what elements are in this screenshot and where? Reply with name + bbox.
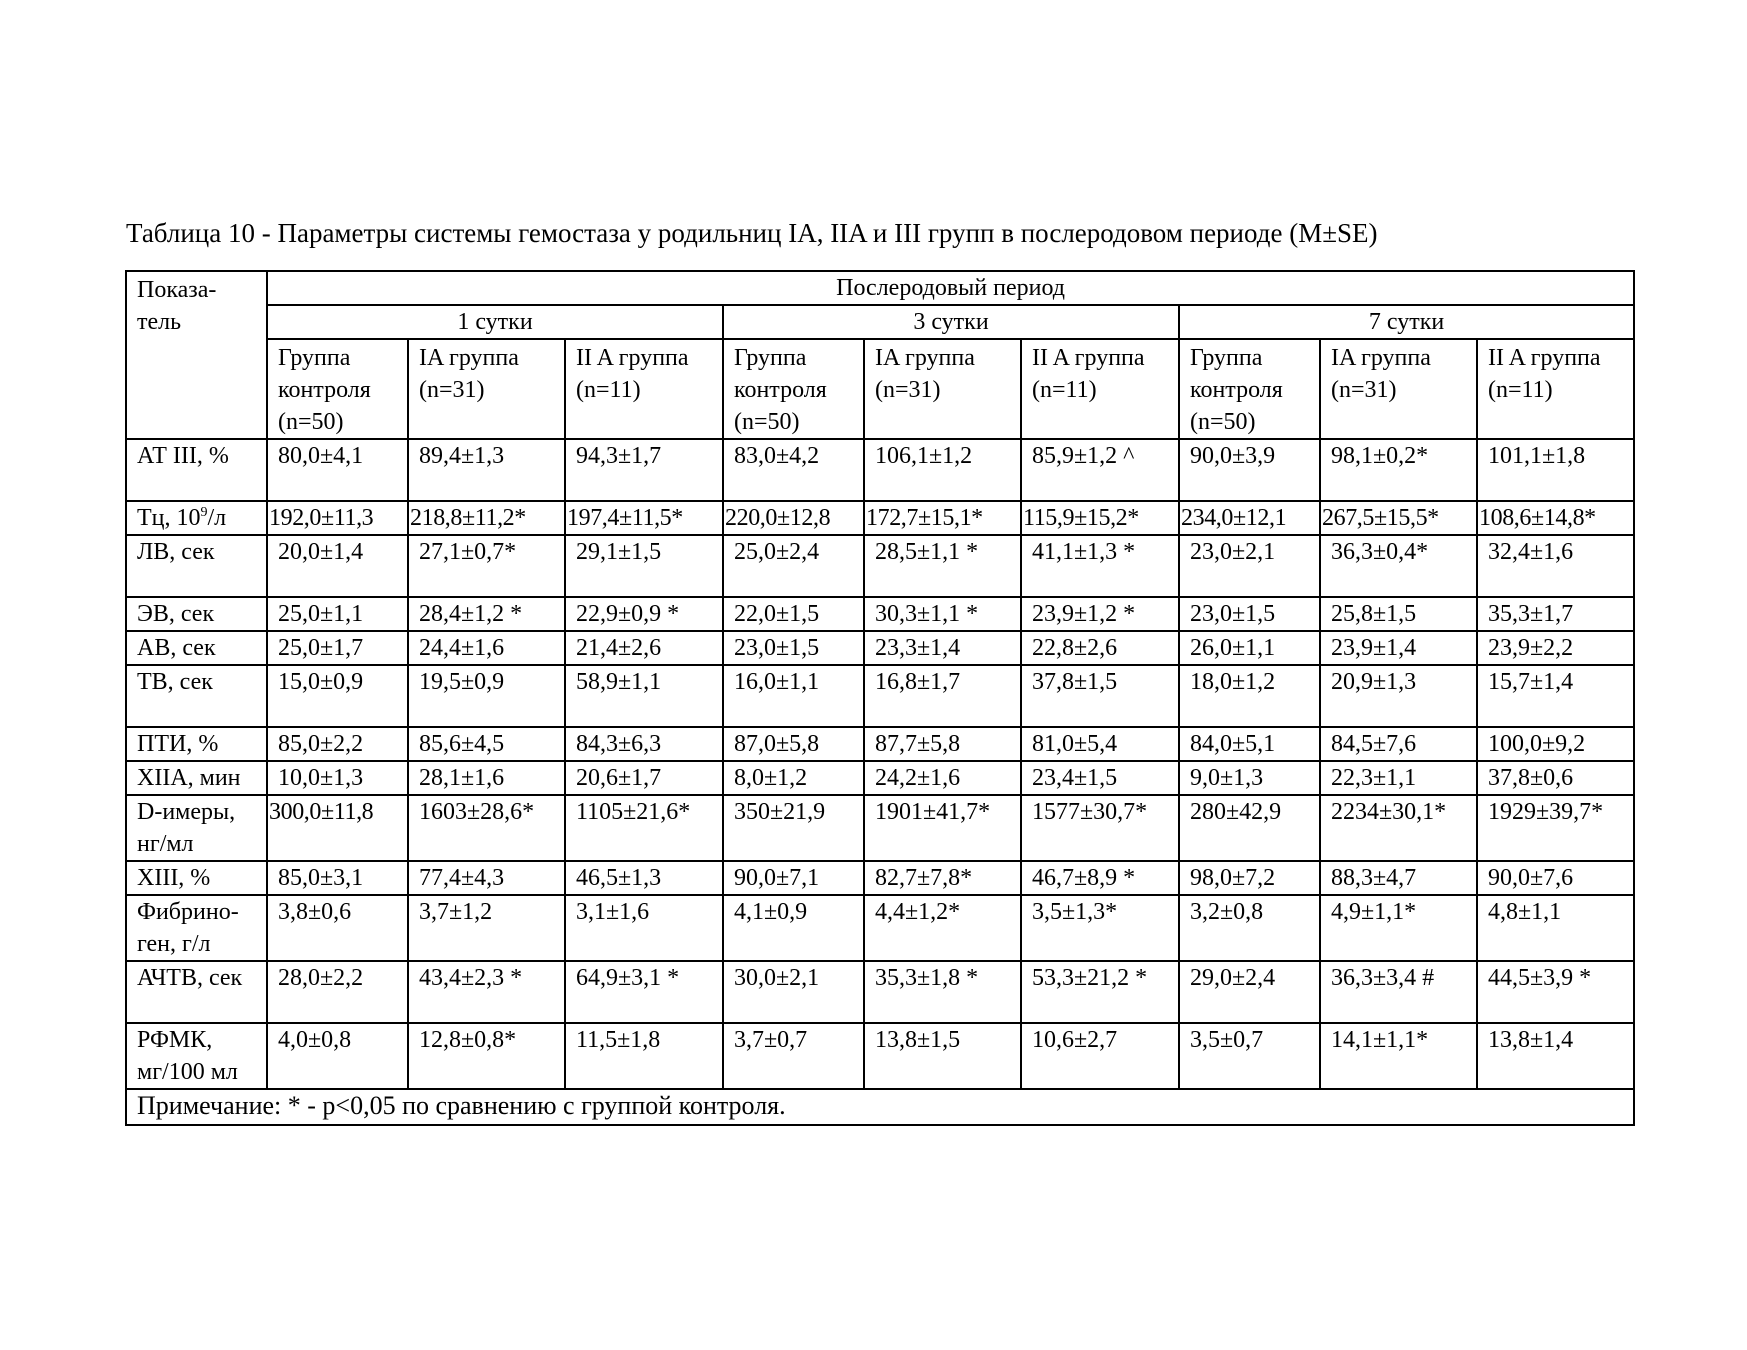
table-cell: 11,5±1,8	[565, 1023, 723, 1089]
table-cell: 13,8±1,4	[1477, 1023, 1634, 1089]
table-cell: 22,9±0,9 *	[565, 597, 723, 631]
row-label: XIII, %	[126, 861, 267, 895]
table-cell: 16,0±1,1	[723, 665, 864, 727]
table-cell: 58,9±1,1	[565, 665, 723, 727]
table-cell: 37,8±1,5	[1021, 665, 1179, 727]
table-cell: 23,0±1,5	[1179, 597, 1320, 631]
table-cell: 87,0±5,8	[723, 727, 864, 761]
table-cell: 37,8±0,6	[1477, 761, 1634, 795]
indicator-header: Показа- тель	[126, 271, 267, 439]
table-cell: 3,7±1,2	[408, 895, 565, 961]
table-cell: 3,5±0,7	[1179, 1023, 1320, 1089]
hemostasis-table	[125, 270, 1635, 1126]
table-cell: 90,0±3,9	[1179, 439, 1320, 501]
table-cell: 29,1±1,5	[565, 535, 723, 597]
table-cell: 10,6±2,7	[1021, 1023, 1179, 1089]
table-cell: 35,3±1,8 *	[864, 961, 1021, 1023]
table-cell: 84,3±6,3	[565, 727, 723, 761]
period-header: Послеродовый период	[267, 271, 1634, 305]
day-7-header: 7 сутки	[1179, 305, 1634, 339]
table-cell: 16,8±1,7	[864, 665, 1021, 727]
table-row	[126, 631, 1634, 665]
table-cell: 106,1±1,2	[864, 439, 1021, 501]
table-cell: 18,0±1,2	[1179, 665, 1320, 727]
table-note: Примечание: * - p<0,05 по сравнению с группой контроля.	[126, 1089, 1634, 1125]
table-cell: 234,0±12,1	[1179, 501, 1320, 535]
table-cell: 43,4±2,3 *	[408, 961, 565, 1023]
table-cell: 77,4±4,3	[408, 861, 565, 895]
table-cell: 100,0±9,2	[1477, 727, 1634, 761]
table-cell: 32,4±1,6	[1477, 535, 1634, 597]
table-cell: 9,0±1,3	[1179, 761, 1320, 795]
table-cell: 350±21,9	[723, 795, 864, 861]
row-label: РФМК, мг/100 мл	[126, 1023, 267, 1089]
table-cell: 12,8±0,8*	[408, 1023, 565, 1089]
group-header-control: Группа контроля (n=50)	[1179, 339, 1320, 439]
table-row	[126, 727, 1634, 761]
table-cell: 115,9±15,2*	[1021, 501, 1179, 535]
table-cell: 3,1±1,6	[565, 895, 723, 961]
group-header-ia: IA группа (n=31)	[1320, 339, 1477, 439]
table-cell: 10,0±1,3	[267, 761, 408, 795]
table-cell: 24,2±1,6	[864, 761, 1021, 795]
group-header-ia: IA группа (n=31)	[408, 339, 565, 439]
table-cell: 85,9±1,2 ^	[1021, 439, 1179, 501]
row-label: ЭВ, сек	[126, 597, 267, 631]
table-cell: 20,0±1,4	[267, 535, 408, 597]
table-cell: 3,2±0,8	[1179, 895, 1320, 961]
day-3-header: 3 сутки	[723, 305, 1179, 339]
table-cell: 94,3±1,7	[565, 439, 723, 501]
table-cell: 28,1±1,6	[408, 761, 565, 795]
table-cell: 23,9±1,4	[1320, 631, 1477, 665]
table-cell: 36,3±3,4 #	[1320, 961, 1477, 1023]
table-caption: Таблица 10 - Параметры системы гемостаза у родильниц IA, IIA и III групп в послеродовом периоде (M±SE)	[126, 218, 1378, 248]
table-cell: 25,8±1,5	[1320, 597, 1477, 631]
table-cell: 41,1±1,3 *	[1021, 535, 1179, 597]
table-cell: 2234±30,1*	[1320, 795, 1477, 861]
group-header-control: Группа контроля (n=50)	[267, 339, 408, 439]
row-label: XIIA, мин	[126, 761, 267, 795]
day-1-header: 1 сутки	[267, 305, 723, 339]
group-header-ia: IA группа (n=31)	[864, 339, 1021, 439]
table-cell: 23,9±1,2 *	[1021, 597, 1179, 631]
table-cell: 85,0±2,2	[267, 727, 408, 761]
table-cell: 1603±28,6*	[408, 795, 565, 861]
group-header-control: Группа контроля (n=50)	[723, 339, 864, 439]
table-cell: 23,3±1,4	[864, 631, 1021, 665]
table-cell: 22,0±1,5	[723, 597, 864, 631]
table-cell: 15,7±1,4	[1477, 665, 1634, 727]
table-cell: 84,0±5,1	[1179, 727, 1320, 761]
group-header-iia: II A группа (n=11)	[1477, 339, 1634, 439]
table-cell: 81,0±5,4	[1021, 727, 1179, 761]
table-cell: 64,9±3,1 *	[565, 961, 723, 1023]
row-label: АЧТВ, сек	[126, 961, 267, 1023]
table-row	[126, 795, 1634, 861]
table-cell: 4,9±1,1*	[1320, 895, 1477, 961]
table-cell: 82,7±7,8*	[864, 861, 1021, 895]
table-cell: 90,0±7,1	[723, 861, 864, 895]
table-cell: 4,4±1,2*	[864, 895, 1021, 961]
table-cell: 3,5±1,3*	[1021, 895, 1179, 961]
table-cell: 4,0±0,8	[267, 1023, 408, 1089]
table-cell: 1105±21,6*	[565, 795, 723, 861]
table-cell: 1929±39,7*	[1477, 795, 1634, 861]
table-cell: 218,8±11,2*	[408, 501, 565, 535]
table-cell: 101,1±1,8	[1477, 439, 1634, 501]
table-cell: 25,0±1,1	[267, 597, 408, 631]
table-cell: 14,1±1,1*	[1320, 1023, 1477, 1089]
table-cell: 23,0±2,1	[1179, 535, 1320, 597]
table-cell: 13,8±1,5	[864, 1023, 1021, 1089]
table-cell: 53,3±21,2 *	[1021, 961, 1179, 1023]
table-cell: 220,0±12,8	[723, 501, 864, 535]
table-cell: 4,8±1,1	[1477, 895, 1634, 961]
table-cell: 85,0±3,1	[267, 861, 408, 895]
table-row	[126, 501, 1634, 535]
table-row	[126, 1023, 1634, 1089]
table-cell: 29,0±2,4	[1179, 961, 1320, 1023]
table-cell: 1577±30,7*	[1021, 795, 1179, 861]
table-cell: 30,3±1,1 *	[864, 597, 1021, 631]
table-cell: 8,0±1,2	[723, 761, 864, 795]
table-cell: 280±42,9	[1179, 795, 1320, 861]
table-cell: 87,7±5,8	[864, 727, 1021, 761]
table-cell: 44,5±3,9 *	[1477, 961, 1634, 1023]
row-label: АТ III, %	[126, 439, 267, 501]
table-cell: 28,0±2,2	[267, 961, 408, 1023]
table-cell: 90,0±7,6	[1477, 861, 1634, 895]
table-cell: 88,3±4,7	[1320, 861, 1477, 895]
group-header-iia: II A группа (n=11)	[565, 339, 723, 439]
table-cell: 20,9±1,3	[1320, 665, 1477, 727]
table-cell: 22,8±2,6	[1021, 631, 1179, 665]
table-cell: 83,0±4,2	[723, 439, 864, 501]
table-cell: 172,7±15,1*	[864, 501, 1021, 535]
table-row	[126, 761, 1634, 795]
table-cell: 28,5±1,1 *	[864, 535, 1021, 597]
table-row	[126, 861, 1634, 895]
table-cell: 23,0±1,5	[723, 631, 864, 665]
table-cell: 28,4±1,2 *	[408, 597, 565, 631]
table-cell: 1901±41,7*	[864, 795, 1021, 861]
table-cell: 35,3±1,7	[1477, 597, 1634, 631]
table-cell: 15,0±0,9	[267, 665, 408, 727]
table-cell: 108,6±14,8*	[1477, 501, 1634, 535]
table-cell: 46,7±8,9 *	[1021, 861, 1179, 895]
table-cell: 25,0±1,7	[267, 631, 408, 665]
group-header-iia: II A группа (n=11)	[1021, 339, 1179, 439]
table-row	[126, 439, 1634, 501]
row-label: ПТИ, %	[126, 727, 267, 761]
table-note-row	[126, 1089, 1634, 1125]
table-cell: 22,3±1,1	[1320, 761, 1477, 795]
table-cell: 3,7±0,7	[723, 1023, 864, 1089]
table-row	[126, 597, 1634, 631]
table-cell: 46,5±1,3	[565, 861, 723, 895]
table-row	[126, 961, 1634, 1023]
row-label: АВ, сек	[126, 631, 267, 665]
table-cell: 4,1±0,9	[723, 895, 864, 961]
table-cell: 192,0±11,3	[267, 501, 408, 535]
row-label: D-имеры, нг/мл	[126, 795, 267, 861]
row-label: ТВ, сек	[126, 665, 267, 727]
row-label: Тц, $10^9/л$	[126, 501, 267, 535]
table-row	[126, 535, 1634, 597]
table-cell: 80,0±4,1	[267, 439, 408, 501]
table-cell: 300,0±11,8	[267, 795, 408, 861]
table-cell: 267,5±15,5*	[1320, 501, 1477, 535]
table-cell: 3,8±0,6	[267, 895, 408, 961]
table-cell: 23,9±2,2	[1477, 631, 1634, 665]
table-cell: 23,4±1,5	[1021, 761, 1179, 795]
table-cell: 25,0±2,4	[723, 535, 864, 597]
table-cell: 197,4±11,5*	[565, 501, 723, 535]
table-cell: 24,4±1,6	[408, 631, 565, 665]
table-cell: 85,6±4,5	[408, 727, 565, 761]
table-cell: 27,1±0,7*	[408, 535, 565, 597]
row-label: Фибрино-ген, г/л	[126, 895, 267, 961]
table-cell: 98,0±7,2	[1179, 861, 1320, 895]
table-cell: 19,5±0,9	[408, 665, 565, 727]
table-cell: 89,4±1,3	[408, 439, 565, 501]
row-label: ЛВ, сек	[126, 535, 267, 597]
table-cell: 26,0±1,1	[1179, 631, 1320, 665]
table-row	[126, 665, 1634, 727]
table-cell: 36,3±0,4*	[1320, 535, 1477, 597]
table-cell: 84,5±7,6	[1320, 727, 1477, 761]
table-row	[126, 895, 1634, 961]
table-cell: 21,4±2,6	[565, 631, 723, 665]
table-cell: 98,1±0,2*	[1320, 439, 1477, 501]
table-cell: 20,6±1,7	[565, 761, 723, 795]
table-cell: 30,0±2,1	[723, 961, 864, 1023]
